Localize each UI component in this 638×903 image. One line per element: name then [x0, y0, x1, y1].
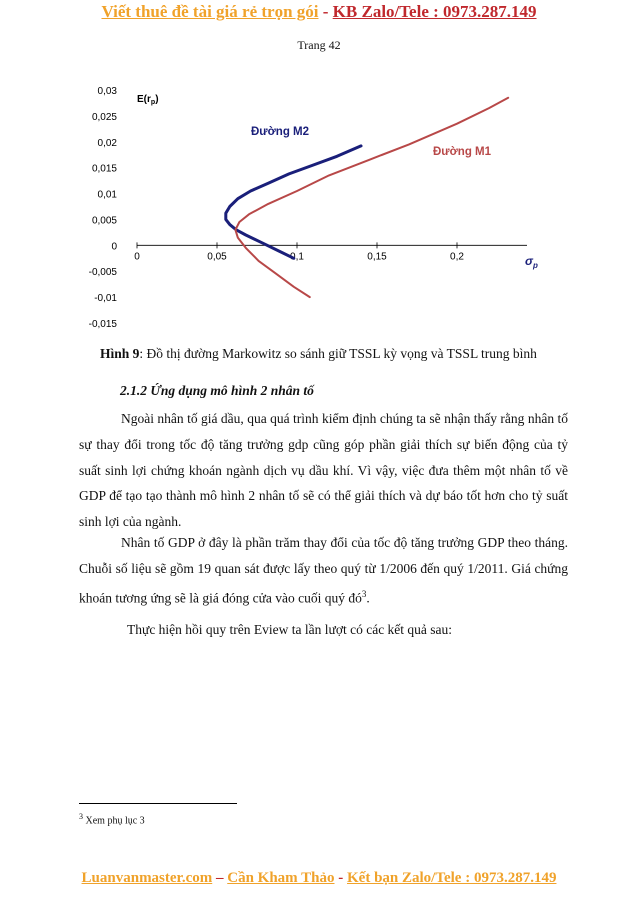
figure-caption — [100, 346, 537, 362]
section-heading: 2.1.2 Ứng dụng mô hình 2 nhân tố — [120, 383, 314, 398]
y-tick-label: 0,015 — [91, 163, 117, 175]
x-tick-label: 0,1 — [290, 251, 304, 263]
footnote-mark: 3 — [79, 812, 83, 821]
header-separator: - — [318, 2, 333, 21]
x-tick-label: 0,05 — [207, 251, 227, 263]
series-m2-line — [226, 146, 361, 258]
caption-label: Hình 9 — [100, 346, 140, 361]
y-tick-label: -0,005 — [88, 267, 117, 279]
y-tick-label: 0,03 — [97, 86, 117, 97]
legend-m2: Đường M2 — [251, 126, 310, 138]
header-link-service[interactable]: Viết thuê đề tài giá rẻ trọn gói — [101, 2, 319, 21]
paragraph-2-end: . — [366, 590, 370, 606]
paragraph-2 — [79, 530, 568, 611]
markowitz-chart — [75, 78, 555, 336]
footnote-divider — [79, 803, 237, 804]
footnote-text: Xem phụ lục 3 — [83, 815, 145, 827]
footnote — [79, 812, 145, 826]
y-tick-label: -0,015 — [88, 319, 117, 330]
legend-m1: Đường M1 — [433, 146, 492, 158]
footer-separator-1: – — [212, 870, 228, 886]
y-tick-label: 0,005 — [91, 215, 117, 227]
paragraph-1: Ngoài nhân tố giá dầu, qua quá trình kiểm định chúng ta sẽ nhận thấy rằng nhân tố sự thay đổi trong tốc độ tăng trưởng gdp cũng góp phần giải thích sự biến động của tỷ suất sinh lợi chứng khoán ngành dịch vụ dầu khí. Vì vậy, việc đưa thêm một nhân tố về GDP để tạo tạo thành mô hình 2 nhân tố sẽ có thể giải thích và dự báo tốt hơn cho tỷ suất sinh lợi của ngành. — [79, 411, 568, 530]
y-tick-label: 0 — [111, 241, 117, 253]
paragraph-3: Thực hiện hồi quy trên Eview ta lần lượt có các kết quả sau: — [127, 622, 453, 637]
page-footer — [0, 870, 638, 887]
footer-link-author[interactable]: Cần Kham Thảo — [227, 870, 335, 886]
footer-link-contact[interactable]: Kết bạn Zalo/Tele : 0973.287.149 — [347, 870, 557, 886]
header-link-contact[interactable]: KB Zalo/Tele : 0973.287.149 — [332, 2, 537, 21]
paragraph-2-text: Nhân tố GDP ở đây là phần trăm thay đổi của tốc độ tăng trưởng GDP theo tháng. Chuỗi số liệu sẽ gồm 19 quan sát được lấy theo quý từ 1/2006 đến quý 1/2011. Giá chứng khoán tương ứng sẽ là giá đóng cửa vào cuối quý đó — [79, 535, 568, 606]
footer-link-site[interactable]: Luanvanmaster.com — [81, 870, 213, 886]
x-tick-label: 0,2 — [450, 251, 464, 263]
y-tick-label: 0,02 — [97, 137, 117, 149]
caption-text: : Đồ thị đường Markowitz so sánh giữ TSSL kỳ vọng và TSSL trung bình — [139, 346, 537, 361]
y-axis-label: $E(r_p)$ — [137, 94, 159, 106]
x-tick-label: 0 — [134, 251, 140, 263]
y-tick-label: 0,01 — [97, 189, 117, 201]
page-header — [0, 2, 638, 22]
y-axis-ticks — [89, 86, 118, 330]
x-tick-label: 0,15 — [367, 251, 387, 263]
x-axis-label: $\sigma_p$ — [525, 254, 538, 270]
footer-separator-2: - — [334, 870, 347, 886]
footnote-ref[interactable]: 3 — [361, 588, 367, 599]
y-tick-label: 0,025 — [91, 111, 117, 123]
page-number: Trang 42 — [297, 38, 341, 52]
y-tick-label: -0,01 — [94, 293, 117, 305]
